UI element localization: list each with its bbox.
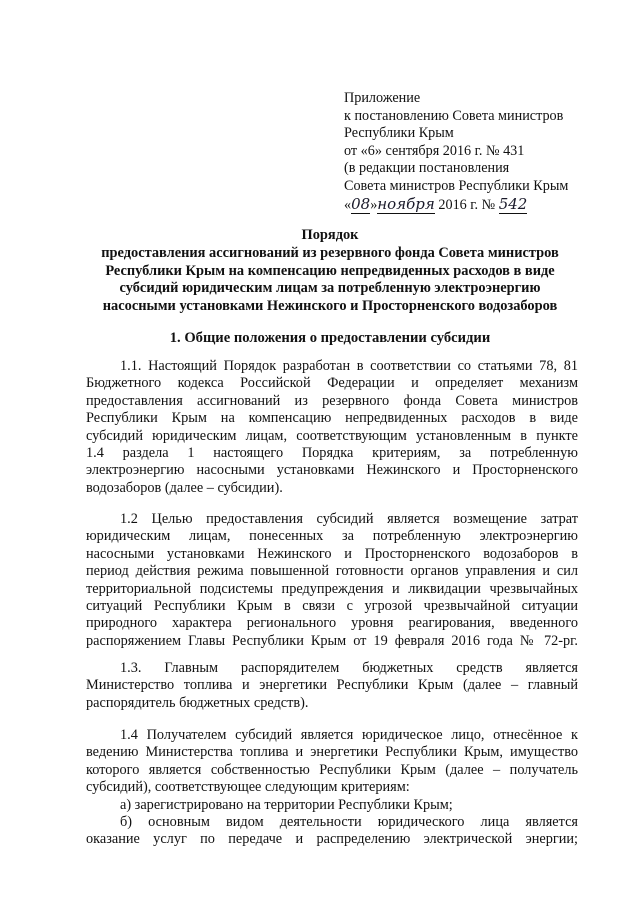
text-line: ведению Министерства топлива и энергетики Республики Крым, имущество — [86, 744, 578, 761]
document-subtitle — [70, 245, 590, 315]
text-line: предоставления ассигнований из резервного фонда Совета министров — [86, 392, 578, 409]
text-line: 1.2 Целью предоставления субсидий является возмещение затрат — [120, 511, 578, 527]
handwritten-number: 542 — [498, 194, 528, 213]
text-line: распорядитель бюджетных средств). — [86, 694, 309, 711]
text-line: юридическим лицам, понесенных за потребленную электроэнергию — [86, 528, 578, 545]
paragraph-1-4 — [86, 727, 578, 849]
text-line: Республики Крым на компенсацию непредвиденных расходов в виде — [86, 410, 578, 427]
appendix-line: от «6» сентября 2016 г. № 431 — [344, 142, 525, 159]
appendix-date-line — [344, 196, 614, 215]
text-line: ситуаций Республики Крым в связи с угрозой чрезвычайной ситуации — [86, 598, 578, 615]
paragraph-1-3 — [86, 660, 578, 712]
open-quote: « — [344, 196, 352, 213]
date-year: 2016 г. № — [438, 196, 496, 213]
close-quote: » — [370, 196, 378, 213]
text-line: насосными установками Нежинского и Просторненского водозаборов в — [86, 545, 578, 562]
subtitle-line: Республики Крым на компенсацию непредвиденных расходов в виде — [105, 262, 555, 279]
text-line: 1.1. Настоящий Порядок разработан в соответствии со статьями 78, 81 — [120, 358, 578, 374]
text-line: Бюджетного кодекса Российской Федерации и определяет механизм — [86, 375, 578, 392]
text-line: природного характера регионального уровня реагирования, введенного — [86, 615, 578, 632]
text-line: 1.4 Получателем субсидий является юридическое лицо, отнесённое к — [120, 727, 578, 743]
subtitle-line: насосными установками Нежинского и Просторненского водозаборов — [102, 297, 558, 314]
paragraph-1-1 — [86, 358, 578, 497]
subtitle-line: предоставления ассигнований из резервного фонда Совета министров — [101, 245, 559, 261]
text-line: субсидий), соответствующее следующим критериям: — [86, 779, 410, 796]
handwritten-day: 08 — [351, 194, 371, 213]
text-line: территориальной подсистемы предупреждения и ликвидации чрезвычайных — [86, 580, 578, 597]
paragraph-1-2 — [86, 511, 578, 650]
text-line: субсидий юридическим лицам, соответствующим установленным в пункте — [86, 427, 578, 444]
appendix-line: (в редакции постановления — [344, 160, 510, 177]
appendix-line: Приложение — [344, 90, 421, 106]
appendix-header — [344, 90, 614, 214]
appendix-line: Совета министров Республики Крым — [344, 177, 569, 194]
text-line: электроэнергию насосными установками Нежинского и Просторненского — [86, 462, 578, 479]
appendix-line: к постановлению Совета министров — [344, 107, 564, 124]
text-line: оказание услуг по передаче и распределению электрической энергии; — [86, 831, 578, 848]
text-line: 1.3. Главным распорядителем бюджетных средств является — [120, 660, 578, 676]
text-line: Министерство топлива и энергетики Республики Крым (далее – главный — [86, 677, 578, 694]
appendix-line: Республики Крым — [344, 125, 454, 142]
text-line: период действия режима повышенной готовности органов управления и сил — [86, 563, 578, 580]
handwritten-month: ноября — [377, 194, 435, 213]
text-line: 1.4 раздела 1 настоящего Порядка критериям, за потребленную — [86, 445, 578, 462]
section-heading: 1. Общие положения о предоставлении субсидии — [169, 330, 491, 346]
list-item-b: б) основным видом деятельности юридического лица является — [120, 814, 578, 831]
document-title: Порядок — [301, 227, 359, 243]
text-line: распоряжением Главы Республики Крым от 19 февраля 2016 года № 72-рг. — [86, 632, 578, 649]
subtitle-line: субсидий юридическим лицам за потребленную электроэнергию — [119, 280, 541, 297]
list-item-a: а) зарегистрировано на территории Республики Крым; — [120, 796, 453, 813]
text-line: которого является собственностью Республики Крым (далее – получатель — [86, 761, 578, 778]
text-line: водозаборов (далее – субсидии). — [86, 479, 283, 496]
